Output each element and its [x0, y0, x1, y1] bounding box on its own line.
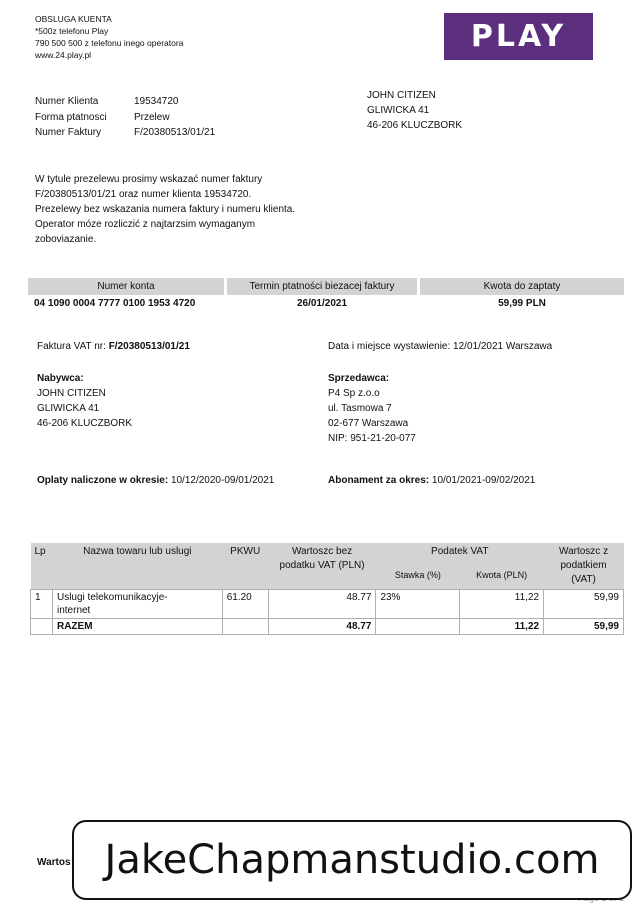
seller-label: Sprzedawca:	[328, 373, 390, 384]
row-tax: 11,22	[460, 590, 544, 619]
account-number-header: Numer konta	[28, 278, 224, 295]
seller-street: ul. Tasmowa 7	[328, 403, 392, 414]
row-name	[52, 590, 222, 619]
buyer-name: JOHN CITIZEN	[37, 388, 106, 399]
subscription-period-value: 10/01/2021-09/02/2021	[431, 475, 536, 486]
due-date-value: 26/01/2021	[296, 298, 348, 309]
issue-date-place	[328, 341, 552, 352]
col-tax-rate: Stawka (%)	[376, 566, 460, 590]
total-lp	[31, 619, 53, 635]
issue-value: 12/01/2021 Warszawa	[453, 341, 553, 352]
invoice-number-value: F/20380513/01/21	[134, 127, 216, 138]
recipient-address	[367, 88, 462, 133]
due-date-header: Termin ptatności biezacej faktury	[227, 278, 417, 295]
col-pkwu: PKWU	[222, 543, 268, 590]
contact-website[interactable]: www.24.play.pl	[35, 50, 92, 60]
col-lp: Lp	[31, 543, 53, 590]
payment-notice	[35, 172, 335, 247]
recipient-city: 46-206 KLUCZBORK	[367, 120, 463, 131]
row-rate: 23%	[376, 590, 460, 619]
amount-due-value: 59,99 PLN	[498, 298, 546, 309]
col-gross-line: (VAT)	[571, 574, 596, 585]
seller-name: P4 Sp z.o.o	[328, 388, 380, 399]
invoice-vat-number	[37, 341, 190, 352]
watermark-banner: JakeChapmanstudio.com	[72, 820, 632, 900]
table-total-row	[31, 619, 624, 635]
account-number-value: 04 1090 0004 7777 0100 1953 4720	[34, 298, 196, 309]
payment-form-value: Przelew	[134, 111, 170, 123]
payment-form-label: Forma ptatnosci	[35, 111, 107, 123]
notice-line: F/20380513/01/21 oraz numer klienta 19534720.	[35, 189, 252, 200]
notice-line: Operator móze rozliczić z najtarzsim wymaganym	[35, 219, 256, 230]
client-number-label: Numer Klienta	[35, 96, 99, 107]
col-gross-line: podatkiem	[560, 560, 607, 571]
client-number-value: 19534720	[134, 96, 179, 107]
invoice-number-label: Numer Faktury	[35, 127, 102, 138]
total-pkwu	[222, 619, 268, 635]
contact-line: 790 500 500 z telefonu inego operatora	[35, 38, 184, 48]
col-tax-amount: Kwota (PLN)	[460, 566, 544, 590]
total-label: RAZEM	[52, 619, 222, 635]
buyer-label: Nabywca:	[37, 373, 84, 384]
row-lp: 1	[31, 590, 53, 619]
col-tax-group: Podatek VAT	[376, 543, 544, 566]
amount-due-header: Kwota do zaptaty	[420, 278, 624, 295]
notice-line: W tytule prezelewu prosimy wskazać numer faktury	[35, 174, 263, 185]
recipient-street: GLIWICKA 41	[367, 105, 430, 116]
seller-nip: NIP: 951-21-20-077	[328, 433, 416, 444]
row-pkwu: 61.20	[222, 590, 268, 619]
play-logo: PLAY	[444, 13, 593, 60]
contact-line: *500z telefonu Play	[35, 26, 109, 36]
invoice-items-table	[30, 543, 624, 635]
notice-line: zoboviazanie.	[35, 234, 97, 245]
contact-line: OBSLUGA KUENTA	[35, 14, 112, 24]
row-name-line: internet	[56, 605, 91, 616]
row-name-line: Uslugi telekomunikacyje-	[56, 592, 168, 603]
subscription-period	[328, 475, 535, 486]
total-tax: 11,22	[460, 619, 544, 635]
notice-line: Prezelewy bez wskazania numera faktury i numeru klienta.	[35, 204, 296, 215]
col-name: Nazwa towaru lub uslugi	[52, 543, 222, 590]
col-net-line: podatku VAT (PLN)	[279, 560, 365, 571]
col-gross-value	[544, 543, 624, 590]
subscription-period-label: Abonament za okres:	[328, 475, 430, 486]
total-rate	[376, 619, 460, 635]
table-row	[31, 590, 624, 619]
buyer-city: 46-206 KLUCZBORK	[37, 418, 133, 429]
customer-service-contact	[35, 13, 183, 61]
row-gross: 59,99	[544, 590, 624, 619]
footer-label: Wartos	[37, 857, 71, 868]
col-gross-line: Wartoszc z	[559, 546, 609, 557]
invoice-vat-label: Faktura VAT nr:	[37, 341, 106, 352]
seller-city: 02-677 Warszawa	[328, 418, 409, 429]
charges-period	[37, 475, 274, 486]
total-gross: 59,99	[544, 619, 624, 635]
recipient-name: JOHN CITIZEN	[367, 90, 436, 101]
invoice-meta	[35, 94, 215, 141]
col-net-value	[268, 543, 376, 590]
charges-period-label: Oplaty naliczone w okresie:	[37, 475, 169, 486]
issue-label: Data i miejsce wystawienie:	[328, 341, 451, 352]
table-header-row	[31, 543, 624, 566]
seller-block	[328, 371, 416, 446]
charges-period-value: 10/12/2020-09/01/2021	[170, 475, 275, 486]
invoice-vat-value: F/20380513/01/21	[108, 341, 190, 352]
total-net: 48.77	[268, 619, 376, 635]
buyer-block	[37, 371, 132, 431]
row-net: 48.77	[268, 590, 376, 619]
buyer-street: GLIWICKA 41	[37, 403, 100, 414]
col-net-line: Wartoszc bez	[291, 546, 353, 557]
payment-summary	[28, 278, 624, 312]
